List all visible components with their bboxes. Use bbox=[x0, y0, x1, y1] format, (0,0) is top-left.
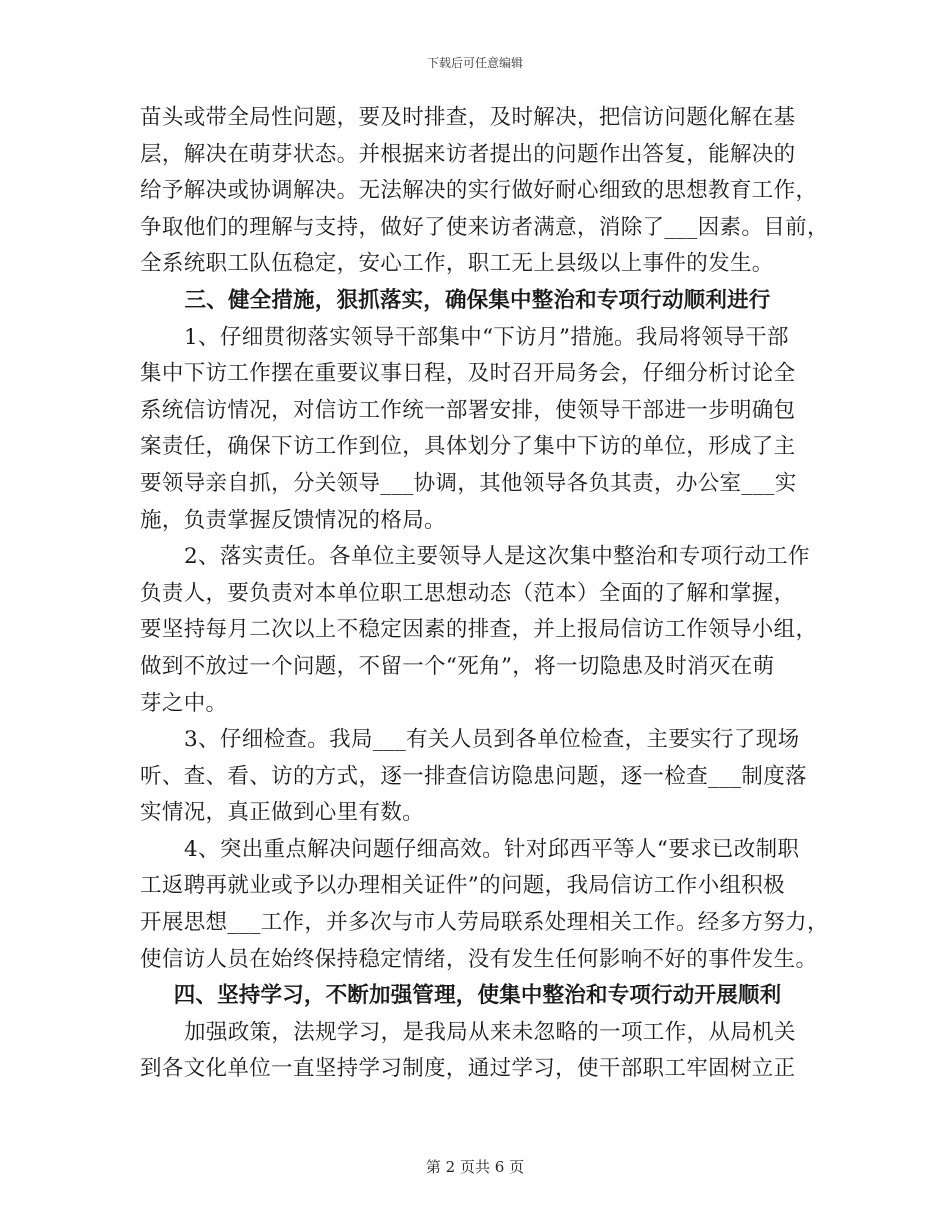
body-line: 负责人，要负责对本单位职工思想动态（范本）全面的了解和掌握， bbox=[140, 580, 796, 606]
page-header: 下载后可任意编辑 bbox=[426, 56, 523, 70]
paragraph-start: 加强政策，法规学习，是我局从来未忽略的一项工作，从局机关 bbox=[184, 1019, 796, 1045]
body-line: 层，解决在萌芽状态。并根据来访者提出的问题作出答复，能解决的 bbox=[140, 141, 796, 167]
body-line: 全系统职工队伍稳定，安心工作，职工无上县级以上事件的发生。 bbox=[140, 251, 774, 277]
body-line: 苗头或带全局性问题，要及时排查，及时解决，把信访问题化解在基 bbox=[140, 105, 796, 130]
paragraph-start: 1、仔细贯彻落实领导干部集中“下访月”措施。我局将领导干部 bbox=[184, 324, 789, 350]
body-line: 争取他们的理解与支持，做好了使来访者满意，消除了___因素。目前， bbox=[140, 214, 829, 240]
section-heading: 三、健全措施，狠抓落实，确保集中整治和专项行动顺利进行 bbox=[184, 287, 771, 313]
page-number: 第 2 页共 6 页 bbox=[425, 1158, 525, 1176]
document-body bbox=[140, 100, 829, 1088]
body-line: 做到不放过一个问题，不留一个“死角”，将一切隐患及时消灭在萌 bbox=[140, 653, 775, 679]
paragraph-start: 2、落实责任。各单位主要领导人是这次集中整治和专项行动工作 bbox=[184, 544, 810, 570]
paragraph-start: 3、仔细检查。我局___有关人员到各单位检查，主要实行了现场 bbox=[184, 727, 800, 753]
body-line: 开展思想___工作，并多次与市人劳局联系处理相关工作。经多方努力， bbox=[140, 910, 829, 936]
body-line: 到各文化单位一直坚持学习制度，通过学习，使干部职工牢固树立正 bbox=[140, 1056, 796, 1082]
body-line: 芽之中。 bbox=[140, 690, 228, 716]
body-line: 要领导亲自抓，分关领导___协调，其他领导各负其责，办公室___实 bbox=[140, 470, 797, 496]
body-line: 要坚持每月二次以上不稳定因素的排查，并上报局信访工作领导小组， bbox=[140, 617, 818, 643]
body-line: 给予解决或协调解决。无法解决的实行做好耐心细致的思想教育工作， bbox=[140, 178, 818, 204]
body-line: 案责任，确保下访工作到位，具体划分了集中下访的单位，形成了主 bbox=[140, 434, 796, 460]
body-line: 实情况，真正做到心里有数。 bbox=[140, 800, 425, 826]
body-line: 系统信访情况，对信访工作统一部署安排，使领导干部进一步明确包 bbox=[140, 397, 796, 423]
body-line: 集中下访工作摆在重要议事日程，及时召开局务会，仔细分析讨论全 bbox=[140, 361, 796, 387]
body-line: 使信访人员在始终保持稳定情绪，没有发生任何影响不好的事件发生。 bbox=[140, 946, 818, 972]
paragraph-start: 4、突出重点解决问题仔细高效。针对邱西平等人“要求已改制职 bbox=[184, 836, 800, 862]
section-heading: 四、坚持学习，不断加强管理，使集中整治和专项行动开展顺利 bbox=[173, 983, 782, 1009]
body-line: 工返聘再就业或予以办理相关证件”的问题，我局信访工作小组积极 bbox=[140, 873, 785, 899]
body-line: 施，负责掌握反馈情况的格局。 bbox=[140, 507, 446, 533]
body-line: 听、查、看、访的方式，逐一排查信访隐患问题，逐一检查___制度落 bbox=[140, 763, 807, 789]
